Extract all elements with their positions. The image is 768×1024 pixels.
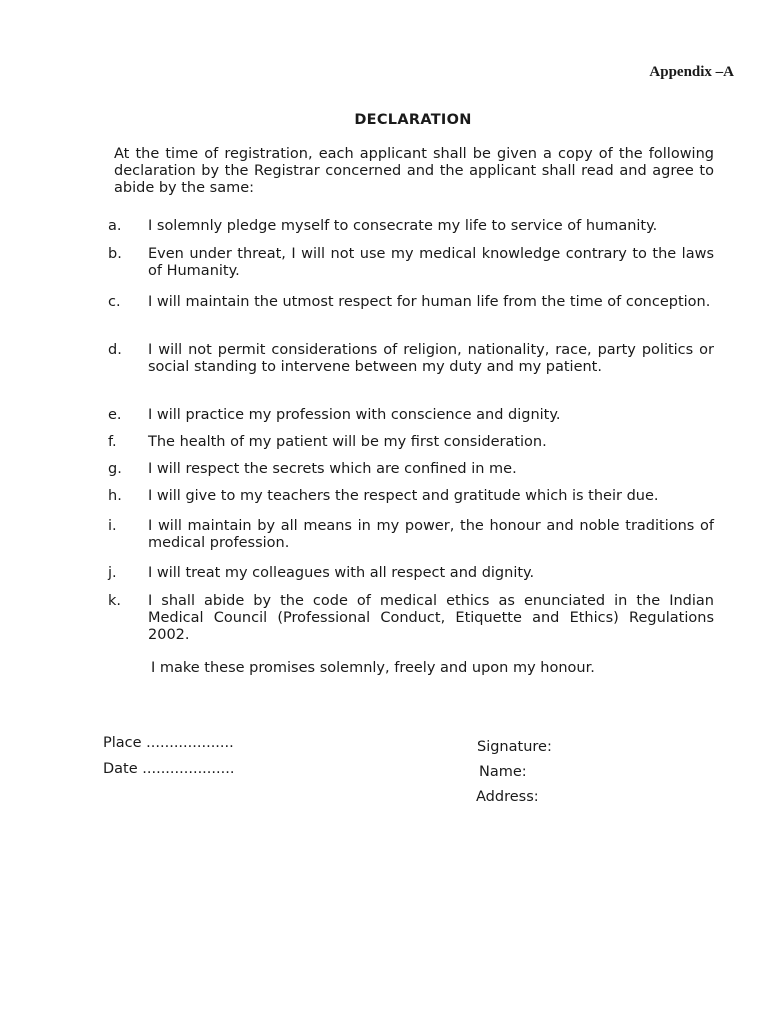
list-item — [108, 488, 714, 505]
list-item-text: I will respect the secrets which are confined in me. — [148, 461, 517, 477]
date-field: Date .................... — [103, 761, 235, 777]
list-item — [108, 461, 714, 478]
list-item — [108, 246, 714, 280]
list-item-text: I solemnly pledge myself to consecrate my life to service of humanity. — [148, 218, 658, 234]
list-marker: g. — [108, 461, 122, 477]
list-item-text: I will practice my profession with conscience and dignity. — [148, 407, 561, 423]
list-marker: i. — [108, 518, 117, 534]
list-item-text: I will maintain by all means in my power, the honour and noble traditions of medical profession. — [148, 518, 714, 551]
list-item-text: I will not permit considerations of religion, nationality, race, party politics or social standing to intervene between my duty and my patient. — [148, 342, 714, 375]
closing-statement: I make these promises solemnly, freely and upon my honour. — [151, 660, 595, 676]
list-item — [108, 407, 714, 424]
list-item — [108, 565, 714, 582]
list-marker: a. — [108, 218, 122, 234]
list-item-text: The health of my patient will be my first consideration. — [148, 434, 547, 450]
intro-paragraph: At the time of registration, each applicant shall be given a copy of the following declaration by the Registrar concerned and the applicant shall read and agree to abide by the same: — [114, 146, 714, 196]
name-field: Name: — [479, 764, 527, 780]
list-marker: b. — [108, 246, 122, 262]
list-marker: c. — [108, 294, 121, 310]
appendix-label: Appendix –A — [649, 64, 734, 80]
list-item — [108, 294, 714, 311]
list-marker: e. — [108, 407, 122, 423]
list-item — [108, 593, 714, 644]
list-marker: f. — [108, 434, 117, 450]
list-item-text: I will give to my teachers the respect and gratitude which is their due. — [148, 488, 659, 504]
list-item — [108, 342, 714, 376]
list-item — [108, 518, 714, 552]
document-title: DECLARATION — [354, 112, 472, 128]
list-item — [108, 218, 714, 235]
list-marker: h. — [108, 488, 122, 504]
list-item-text: I will maintain the utmost respect for human life from the time of conception. — [148, 294, 711, 310]
list-marker: j. — [108, 565, 117, 581]
address-field: Address: — [476, 789, 539, 805]
place-field: Place ................... — [103, 735, 234, 751]
signature-field: Signature: — [477, 739, 552, 755]
list-item — [108, 434, 714, 451]
list-item-text: I shall abide by the code of medical ethics as enunciated in the Indian Medical Council (Professional Conduct, Etiquette and Ethics) Regulations 2002. — [148, 593, 714, 643]
list-marker: d. — [108, 342, 122, 358]
list-item-text: Even under threat, I will not use my medical knowledge contrary to the laws of Humanity. — [148, 246, 714, 279]
list-item-text: I will treat my colleagues with all respect and dignity. — [148, 565, 535, 581]
list-marker: k. — [108, 593, 122, 609]
